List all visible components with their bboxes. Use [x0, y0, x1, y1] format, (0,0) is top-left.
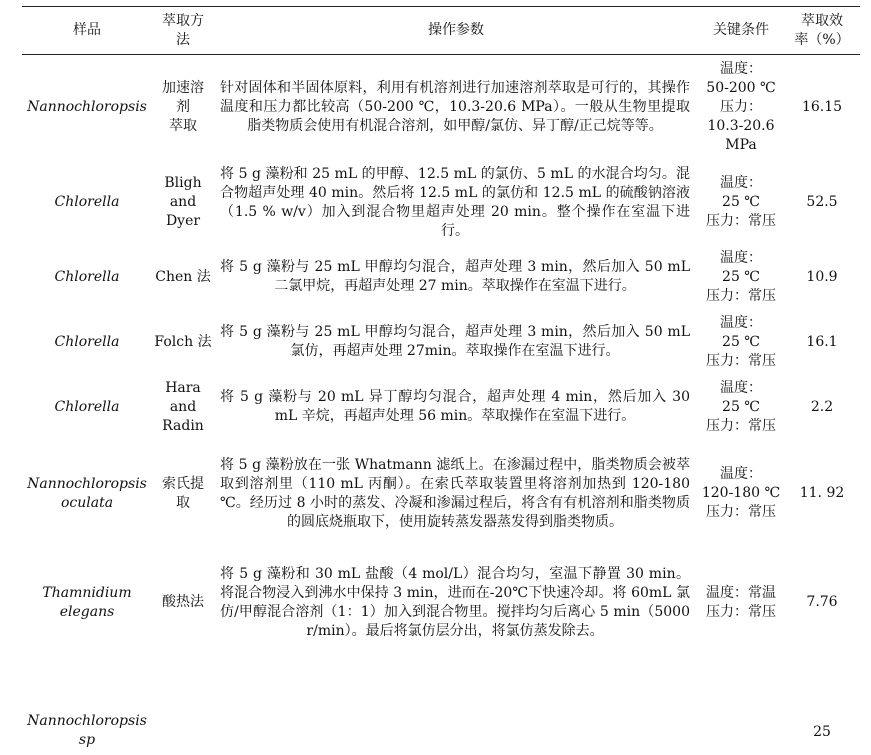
- cell-condition: 温度： 50-200 ℃ 压力： 10.3-20.6 MPa: [706, 61, 776, 154]
- cell-condition: 温度： 120-180 ℃ 压力：常压: [701, 466, 781, 520]
- cell-efficiency: 11. 92: [799, 485, 845, 501]
- cell-efficiency: 52.5: [806, 194, 838, 210]
- cell-params: 将 5 g 藻粉放在一张 Whatmann 滤纸上。在渗漏过程中，脂类物质会被萃取到溶剂里（110 mL 丙酮）。在索氏萃取装置里将溶剂加热到 120-180 ℃。经历过 8 小时的蒸发、冷凝和渗漏过程后，将含有有机溶剂和脂类物质的圆底烧瓶取下，使用旋转蒸发器蒸发得到脂类物质。: [220, 456, 690, 530]
- header-efficiency: 萃取效 率（%）: [784, 7, 860, 55]
- cell-params: 将 5 g 藻粉和 30 mL 盐酸（4 mol/L）混合均匀，室温下静置 30 min。将混合物浸入到沸水中保持 3 min，进而在-20℃下快速冷却。将 60mL 氯仿/甲醇混合溶剂（1：1）加入到混合物里。搅拌均匀后离心 5 min（5000 r/min）。最后将氯仿层分出，将氯仿蒸发除去。: [220, 565, 690, 639]
- cell-condition: 温度：常温 压力：常压: [706, 584, 776, 620]
- header-method: 萃取方 法: [152, 7, 214, 55]
- cell-sample: Nannochloropsis oculata: [27, 475, 147, 511]
- cell-method: [152, 658, 214, 754]
- cell-sample: Chlorella: [54, 333, 120, 350]
- cell-params: 将 5 g 藻粉与 25 mL 甲醇均匀混合，超声处理 3 min，然后加入 50 mL 二氯甲烷，再超声处理 27 min。萃取操作在室温下进行。: [220, 259, 690, 294]
- cell-method: Folch 法: [154, 333, 212, 350]
- cell-method: 酸热法: [162, 594, 204, 610]
- cell-efficiency: 16.1: [806, 333, 838, 350]
- cell-method: Bligh and Dyer: [164, 175, 202, 229]
- header-condition: 关键条件: [698, 7, 784, 55]
- table-body: [22, 55, 860, 754]
- table-row: [22, 161, 860, 245]
- cell-efficiency: 16.15: [801, 99, 843, 116]
- cell-params: 将 5 g 藻粉与 20 mL 异丁醇均匀混合，超声处理 4 min，然后加入 30 mL 辛烷，再超声处理 56 min。萃取操作在室温下进行。: [220, 389, 690, 424]
- table-row: [22, 245, 860, 310]
- cell-method: Chen 法: [155, 268, 211, 285]
- cell-condition: 温度： 25 ℃ 压力：常压: [706, 175, 776, 229]
- table-row: [22, 440, 860, 548]
- cell-condition: 温度： 25 ℃ 压力：常压: [706, 249, 776, 304]
- cell-condition: [698, 658, 784, 754]
- cell-params: 将 5 g 藻粉和 25 mL 的甲醇、12.5 mL 的氯仿、5 mL 的水混合均匀。混合物超声处理 40 min。然后将 12.5 mL 的氯仿和 12.5 mL 的硫酸钠溶液（1.5 % w/v）加入到混合物里超声处理 20 min。整个操作在室温下进行。: [220, 165, 690, 239]
- cell-method: Hara and Radin: [162, 379, 204, 434]
- extraction-methods-table-container: [22, 6, 860, 754]
- cell-efficiency: 7.76: [806, 594, 838, 610]
- table-row: [22, 310, 860, 375]
- cell-method: 索氏提 取: [162, 475, 204, 511]
- table-header: [22, 7, 860, 55]
- table-row: [22, 375, 860, 440]
- table-row: [22, 658, 860, 754]
- table-row: [22, 548, 860, 658]
- cell-sample: Chlorella: [54, 194, 120, 210]
- cell-efficiency: 2.2: [810, 398, 834, 415]
- cell-efficiency: 25: [813, 723, 831, 740]
- header-params: 操作参数: [214, 7, 698, 55]
- cell-params: 针对固体和半固体原料，利用有机溶剂进行加速溶剂萃取是可行的，其操作温度和压力都比较高（50-200 ℃，10.3-20.6 MPa）。一般从生物里提取脂类物质会使用有机混合溶剂，如甲醇/氯仿、异丁醇/正己烷等等。: [220, 80, 690, 135]
- cell-sample: Chlorella: [54, 268, 120, 285]
- cell-efficiency: 10.9: [806, 268, 838, 285]
- extraction-methods-table: [22, 6, 860, 754]
- cell-condition: 温度： 25 ℃ 压力：常压: [706, 314, 776, 369]
- header-sample: 样品: [22, 7, 152, 55]
- table-row: [22, 55, 860, 161]
- header-row: [22, 7, 860, 55]
- cell-params: [214, 658, 698, 754]
- cell-params: 将 5 g 藻粉与 25 mL 甲醇均匀混合，超声处理 3 min，然后加入 50 mL 氯仿，再超声处理 27min。萃取操作在室温下进行。: [220, 324, 690, 359]
- cell-method: 加速溶 剂 萃取: [162, 80, 204, 135]
- cell-sample: Nannochloropsis sp: [27, 712, 147, 748]
- cell-sample: Chlorella: [54, 398, 120, 415]
- cell-condition: 温度： 25 ℃ 压力：常压: [706, 379, 776, 434]
- cell-sample: Thamnidium elegans: [42, 584, 132, 620]
- cell-sample: Nannochloropsis: [27, 99, 147, 116]
